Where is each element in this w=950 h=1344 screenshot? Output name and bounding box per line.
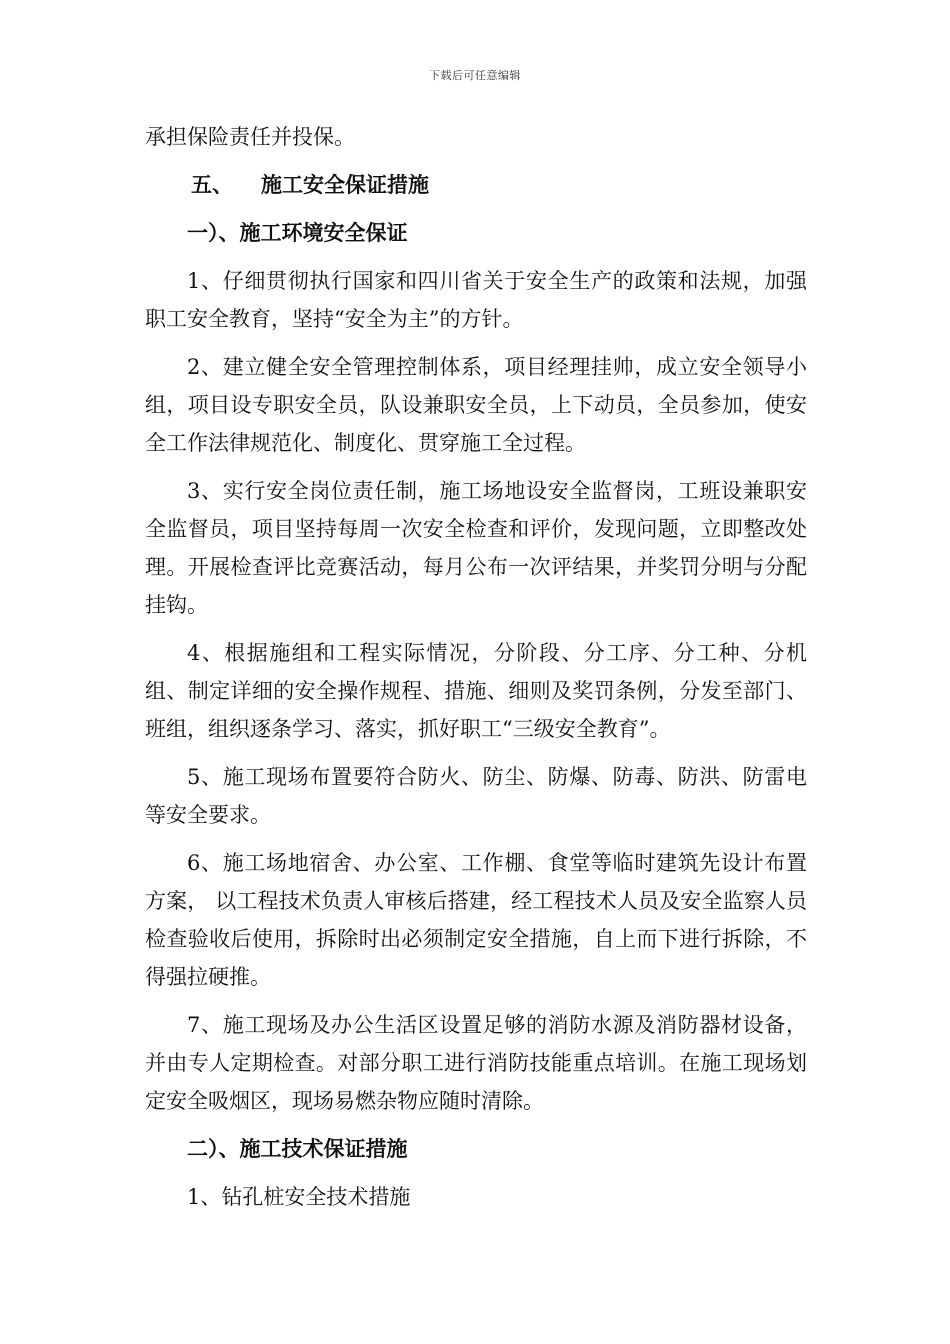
section-5-title: 施工安全保证措施 [261, 172, 429, 197]
section-5-heading [145, 166, 807, 204]
subsection-2-heading: 二）、施工技术保证措施 [187, 1136, 408, 1161]
paragraph-item-3: 3、实行安全岗位责任制，施工场地设安全监督岗，工班设兼职安全监督员，项目坚持每周一次安全检查和评价，发现问题，立即整改处理。开展检查评比竞赛活动，每月公布一次评结果，并奖罚分明与分配挂钩。 [145, 479, 807, 617]
paragraph-item-2: 2、建立健全安全管理控制体系，项目经理挂帅，成立安全领导小组，项目设专职安全员，队设兼职安全员，上下动员，全员参加，使安全工作法律规范化、制度化、贯穿施工全过程。 [145, 355, 807, 455]
paragraph-item-4: 4、根据施组和工程实际情况，分阶段、分工序、分工种、分机组、制定详细的安全操作规程、措施、细则及奖罚条例，分发至部门、班组，组织逐条学习、落实，抓好职工“三级安全教育”。 [145, 641, 807, 741]
header-note: 下载后可任意编辑 [429, 69, 521, 82]
paragraph-item-6: 6、施工场地宿舍、办公室、工作棚、食堂等临时建筑先设计布置方案， 以工程技术负责人审核后搭建，经工程技术人员及安全监察人员检查验收后使用，拆除时出必须制定安全措施，自上而下进行拆除，不得强拉硬推。 [145, 851, 807, 989]
subsection-1-heading: 一）、施工环境安全保证 [187, 220, 408, 245]
paragraph-drilling-item: 1、钻孔桩安全技术措施 [187, 1185, 411, 1209]
intro-line: 承担保险责任并投保。 [145, 125, 355, 149]
paragraph-item-7: 7、施工现场及办公生活区设置足够的消防水源及消防器材设备，并由专人定期检查。对部分职工进行消防技能重点培训。在施工现场划定安全吸烟区，现场易燃杂物应随时清除。 [145, 1013, 807, 1113]
paragraph-item-1: 1、仔细贯彻执行国家和四川省关于安全生产的政策和法规，加强职工安全教育，坚持“安全为主”的方针。 [145, 269, 807, 331]
paragraph-item-5: 5、施工现场布置要符合防火、防尘、防爆、防毒、防洪、防雷电等安全要求。 [145, 765, 807, 827]
section-5-number: 五、 [191, 172, 233, 197]
document-body [145, 118, 807, 1226]
